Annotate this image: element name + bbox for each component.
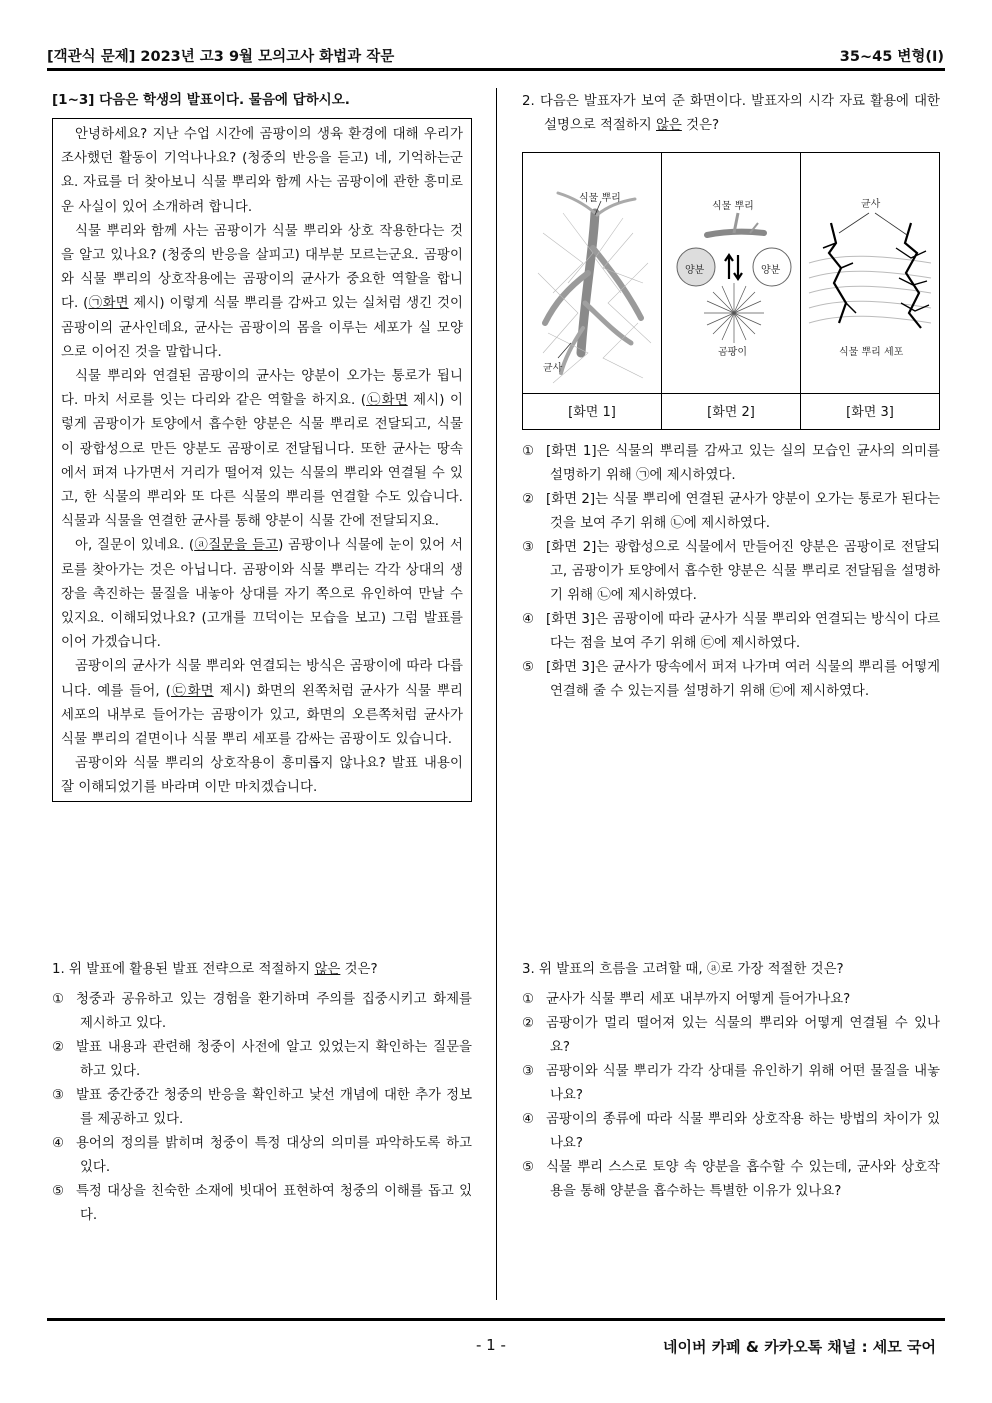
left-column — [52, 90, 472, 1223]
option[interactable]: ① [화면 1]은 식물의 뿌리를 감싸고 있는 실의 모습인 균사의 의미를 설명하기 위해 ㉠에 제시하였다. — [522, 444, 940, 483]
option[interactable]: ③ 발표 중간중간 청중의 반응을 확인하고 낯선 개념에 대한 추가 정보를 제공하고 있다. — [52, 1088, 472, 1127]
passage-paragraph-1: 안녕하세요? 지난 수업 시간에 곰팡이의 생육 환경에 대해 우리가 조사했던 활동이 기억나나요? (청중의 반응을 듣고) 네, 기억하는군요. 자료를 더 찾아보니 식물 뿌리와 함께 사는 곰팡이에 관한 흥미로운 사실이 있어 소개하려 합니다. — [61, 127, 463, 215]
presentation-screens-figure — [522, 152, 940, 430]
option[interactable]: ④ 용어의 정의를 밝히며 청중이 특정 대상의 의미를 파악하도록 하고 있다. — [52, 1136, 472, 1175]
screen-3-illustration — [801, 153, 939, 393]
screen-2-illustration — [662, 153, 800, 393]
question-1-stem: 1. 위 발표에 활용된 발표 전략으로 적절하지 않은 것은? — [52, 962, 378, 977]
label-nutrient: 양분 — [761, 265, 781, 276]
screen-1-illustration — [523, 153, 661, 393]
speech-passage — [52, 118, 472, 802]
question-1 — [52, 958, 472, 1228]
exam-header-range: 35~45 변형(I) — [839, 49, 944, 65]
footer-rule — [47, 1318, 945, 1321]
right-column — [522, 90, 940, 1199]
question-2-options — [522, 440, 940, 704]
caption-screen-1: [화면 1] — [568, 405, 616, 420]
caption-screen-2: [화면 2] — [707, 405, 755, 420]
passage-paragraph-4: 아, 질문이 있네요. (ⓐ질문을 듣고) 곰팡이나 식물에 눈이 있어 서로를 찾아가는 것은 아닙니다. 곰팡이와 식물 뿌리는 각각 상대의 생장을 촉진하는 물질을 내놓아 상대를 자기 쪽으로 유인하여 만날 수 있지요. 이해되었나요? (고개를 끄덕이는 모습을 보고) 그럼 발표를 이어 가겠습니다. — [61, 538, 464, 651]
option[interactable]: ⑤ 특정 대상을 친숙한 소재에 빗대어 표현하여 청중의 이해를 돕고 있다. — [52, 1184, 472, 1223]
question-set-title: [1~3] 다음은 학생의 발표이다. 물음에 답하시오. — [52, 92, 350, 108]
option[interactable]: ② 발표 내용과 관련해 청중이 사전에 알고 있었는지 확인하는 질문을 하고 있다. — [52, 1040, 472, 1079]
option[interactable]: ④ 곰팡이의 종류에 따라 식물 뿌리와 상호작용 하는 방법의 차이가 있나요? — [522, 1112, 940, 1151]
passage-paragraph-5: 곰팡이의 균사가 식물 뿌리와 연결되는 방식은 곰팡이에 따라 다릅니다. 예를 들어, (㉢화면 제시) 화면의 왼쪽처럼 균사가 식물 뿌리 세포의 내부로 들어가는 곰팡이가 있고, 화면의 오른쪽처럼 균사가 식물 뿌리의 겉면이나 식물 뿌리 세포를 감싸는 곰팡이도 있습니다. — [61, 659, 463, 748]
label-plant-root: 식물 뿌리 — [579, 193, 621, 204]
label-fungus: 곰팡이 — [718, 347, 747, 358]
passage-paragraph-3: 식물 뿌리와 연결된 곰팡이의 균사는 양분이 오가는 통로가 됩니다. 마치 서로를 잇는 다리와 같은 역할을 하지요. (㉡화면 제시) 이렇게 곰팡이가 토양에서 흡수한 양분은 식물 뿌리로 전달되고, 식물이 광합성으로 만든 양분도 곰팡이로 전달됩니다. 또한 균사는 땅속에서 퍼져 나가면서 거리가 떨어져 있는 식물의 뿌리와 연결될 수 있고, 한 식물의 뿌리와 또 다른 식물의 뿌리를 연결할 수도 있습니다. 식물과 식물을 연결한 균사를 통해 양분이 식물 간에 전달되지요. — [61, 369, 463, 530]
mark-question-a: ⓐ질문을 듣고 — [194, 538, 279, 554]
label-hypha: 균사 — [543, 363, 563, 374]
label-hypha: 균사 — [861, 199, 881, 210]
option[interactable]: ① 청중과 공유하고 있는 경험을 환기하며 주의를 집중시키고 화제를 제시하고 있다. — [52, 992, 472, 1031]
question-3-stem: 3. 위 발표의 흐름을 고려할 때, ⓐ로 가장 적절한 것은? — [522, 962, 844, 977]
caption-screen-3: [화면 3] — [846, 405, 894, 420]
label-plant-root: 식물 뿌리 — [712, 201, 754, 212]
passage-paragraph-6: 곰팡이와 식물 뿌리의 상호작용이 흥미롭지 않나요? 발표 내용이 잘 이해되었기를 바라며 이만 마치겠습니다. — [61, 756, 463, 796]
passage-paragraph-2: 식물 뿌리와 함께 사는 곰팡이가 식물 뿌리와 상호 작용한다는 것을 알고 있나요? (청중의 반응을 살피고) 대부분 모르는군요. 곰팡이와 식물 뿌리의 상호작용에는 곰팡이의 균사가 중요한 역할을 합니다. (㉠화면 제시) 이렇게 식물 뿌리를 감싸고 있는 실처럼 생긴 것이 곰팡이의 균사인데요, 균사는 곰팡이의 몸을 이루는 세포가 실 모양으로 이어진 것을 말합니다. — [61, 223, 464, 360]
header-rule — [47, 68, 945, 71]
option[interactable]: ② 곰팡이가 멀리 떨어져 있는 식물의 뿌리와 어떻게 연결될 수 있나요? — [522, 1016, 940, 1055]
option[interactable]: ④ [화면 3]은 곰팡이에 따라 균사가 식물 뿌리와 연결되는 방식이 다르다는 점을 보여 주기 위해 ㉢에 제시하였다. — [522, 612, 940, 651]
column-divider — [496, 88, 497, 1300]
question-3-options — [522, 988, 940, 1204]
mark-screen-b: ㉡화면 — [366, 393, 408, 409]
mark-screen-a: ㉠화면 — [88, 296, 129, 312]
question-3 — [522, 958, 940, 1204]
footer-credit: 네이버 카페 & 카카오톡 채널 : 세모 국어 — [663, 1338, 936, 1356]
question-2 — [522, 90, 940, 704]
option[interactable]: ⑤ [화면 3]은 균사가 땅속에서 퍼져 나가며 여러 식물의 뿌리를 어떻게 연결해 줄 수 있는지를 설명하기 위해 ㉢에 제시하였다. — [522, 660, 940, 699]
option[interactable]: ① 균사가 식물 뿌리 세포 내부까지 어떻게 들어가나요? — [522, 992, 851, 1007]
mark-screen-c: ㉢화면 — [170, 683, 214, 699]
exam-header-title: [객관식 문제] 2023년 고3 9월 모의고사 화법과 작문 — [47, 49, 395, 65]
label-root-cell: 식물 뿌리 세포 — [839, 347, 904, 358]
page-number: - 1 - — [476, 1336, 506, 1354]
question-1-options — [52, 988, 472, 1228]
label-nutrient: 양분 — [685, 265, 705, 276]
question-2-stem: 2. 다음은 발표자가 보여 준 화면이다. 발표자의 시각 자료 활용에 대한 설명으로 적절하지 않은 것은? — [522, 94, 940, 133]
option[interactable]: ③ 곰팡이와 식물 뿌리가 각각 상대를 유인하기 위해 어떤 물질을 내놓나요? — [522, 1064, 940, 1103]
option[interactable]: ② [화면 2]는 식물 뿌리에 연결된 균사가 양분이 오가는 통로가 된다는 것을 보여 주기 위해 ㉡에 제시하였다. — [522, 492, 940, 531]
option[interactable]: ③ [화면 2]는 광합성으로 식물에서 만들어진 양분은 곰팡이로 전달되고, 곰팡이가 토양에서 흡수한 양분은 식물 뿌리로 전달됨을 설명하기 위해 ㉡에 제시하였다. — [522, 540, 940, 603]
option[interactable]: ⑤ 식물 뿌리 스스로 토양 속 양분을 흡수할 수 있는데, 균사와 상호작용을 통해 양분을 흡수하는 특별한 이유가 있나요? — [522, 1160, 940, 1199]
